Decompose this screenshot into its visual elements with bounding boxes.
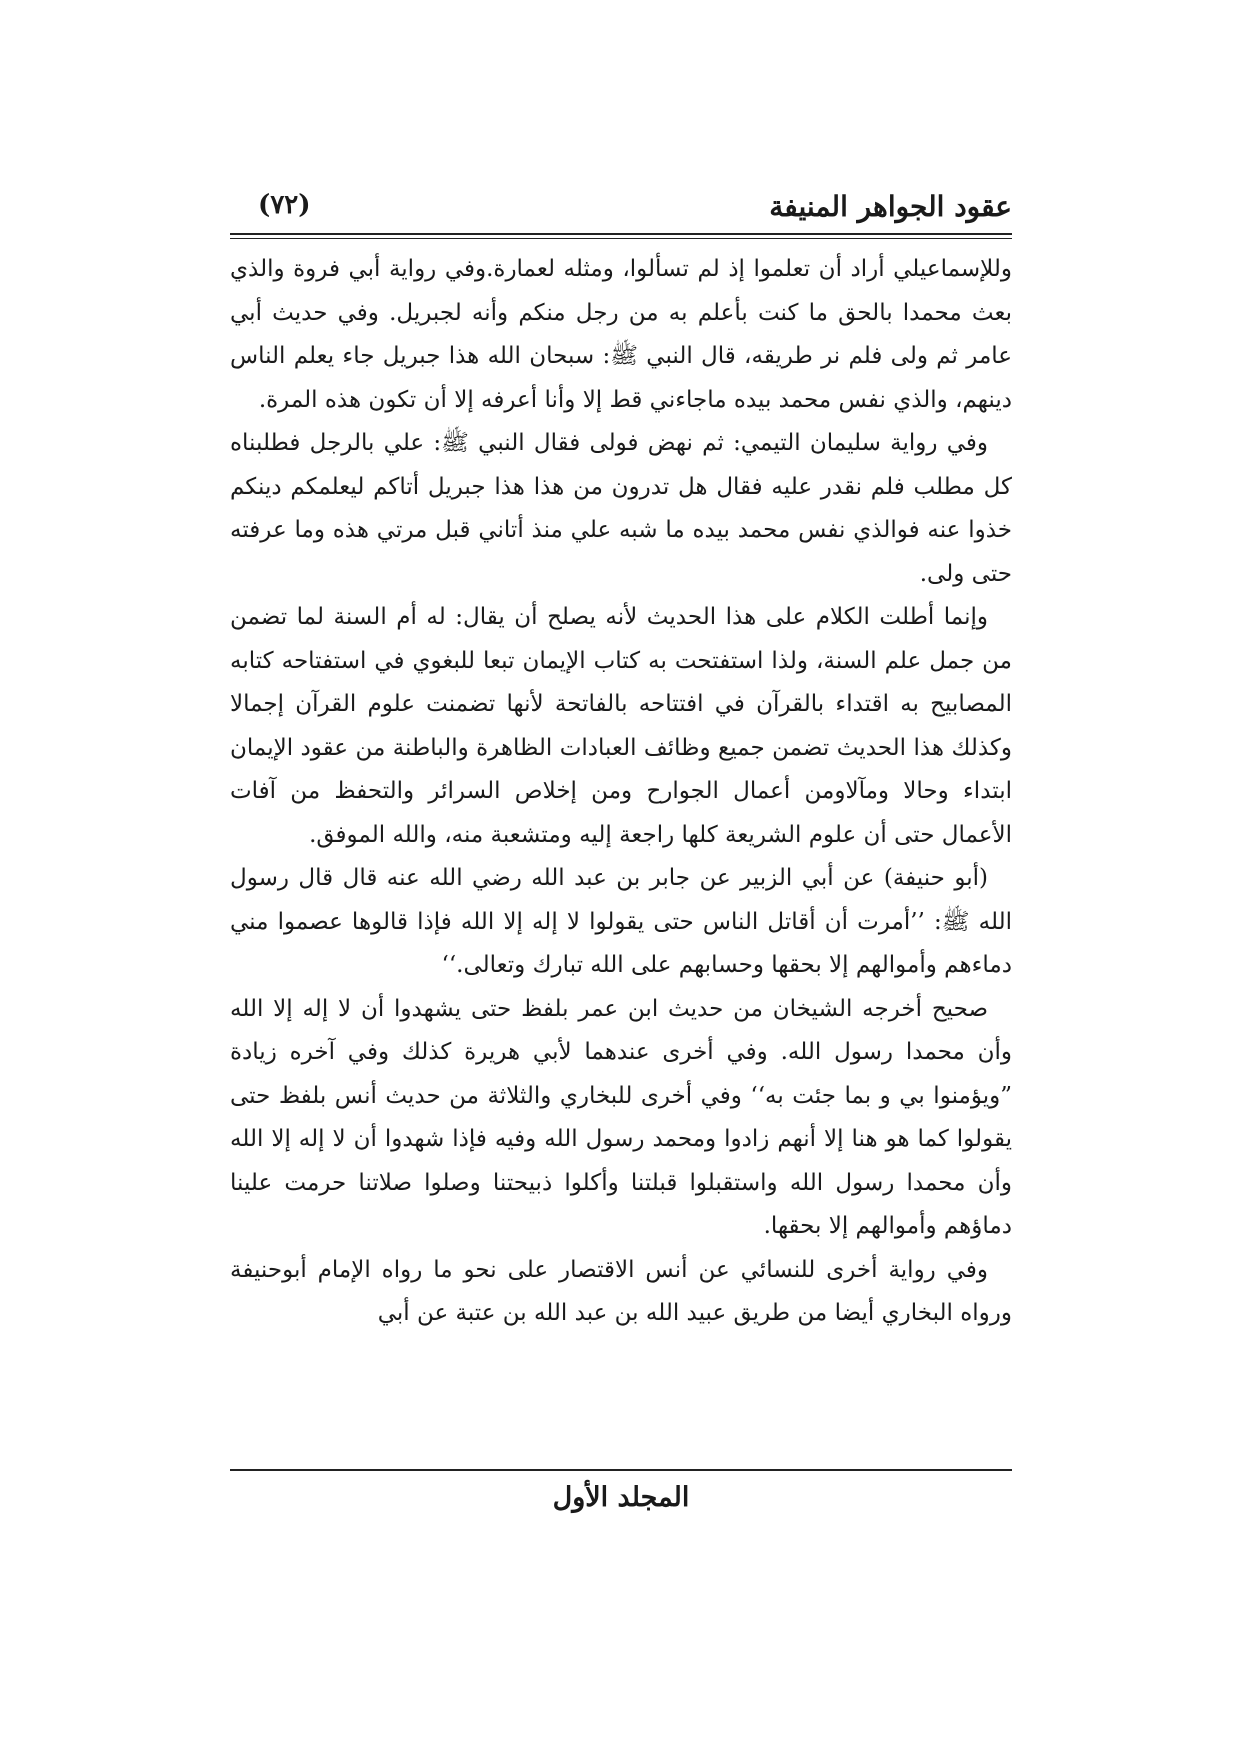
paragraph: وللإسماعيلي أراد أن تعلموا إذ لم تسألوا، ومثله لعمارة.وفي رواية أبي فروة والذي بعث محمدا بالحق ما كنت بأعلم به من رجل منكم وأنه لجبريل. وفي حديث أبي عامر ثم ولى فلم نر طريقه، قال النبي ﷺ: سبحان الله هذا جبريل جاء يعلم الناس دينهم، والذي نفس محمد بيده ماجاءني قط إلا وأنا أعرفه إلا أن تكون هذه المرة. xyxy=(230,256,1012,413)
footer-divider xyxy=(230,1469,1012,1471)
page-header xyxy=(230,186,1012,230)
body-text xyxy=(230,248,1012,1463)
paragraph: وفي رواية أخرى للنسائي عن أنس الاقتصار على نحو ما رواه الإمام أبوحنيفة ورواه البخاري أيضا من طريق عبيد الله بن عبد الله بن عتبة عن أبي xyxy=(230,1256,1012,1326)
paragraph: وإنما أطلت الكلام على هذا الحديث لأنه يصلح أن يقال: له أم السنة لما تضمن من جمل علم السنة، ولذا استفتحت به كتاب الإيمان تبعا للبغوي في استفتاحه كتابه المصابيح به اقتداء بالقرآن في افتتاحه بالفاتحة لأنها تضمنت علوم القرآن إجمالا وكذلك هذا الحديث تضمن جميع وظائف العبادات الظاهرة والباطنة من عقود الإيمان ابتداء وحالا ومآلاومن أعمال الجوارح ومن إخلاص السرائر والتحفظ من آفات الأعمال حتى أن علوم الشريعة كلها راجعة إليه ومتشعبة منه، والله الموفق. xyxy=(230,604,1012,848)
paragraph: وفي رواية سليمان التيمي: ثم نهض فولى فقال النبي ﷺ: علي بالرجل فطلبناه كل مطلب فلم نقدر عليه فقال هل تدرون من هذا هذا جبريل أتاكم ليعلمكم دينكم خذوا عنه فوالذي نفس محمد بيده ما شبه علي منذ أتاني قبل مرتي هذه وما عرفته حتى ولى. xyxy=(230,430,1012,587)
volume-label: المجلد الأول xyxy=(552,1482,690,1513)
header-divider xyxy=(230,233,1012,239)
paragraph: (أبو حنيفة) عن أبي الزبير عن جابر بن عبد الله رضي الله عنه قال قال رسول الله ﷺ: ’’أمرت أن أقاتل الناس حتى يقولوا لا إله إلا الله فإذا قالوها عصموا مني دماءهم وأموالهم إلا بحقها وحسابهم على الله تبارك وتعالى.‘‘ xyxy=(230,865,1012,978)
book-title: عقود الجواهر المنيفة xyxy=(769,190,1012,223)
paragraph: صحيح أخرجه الشيخان من حديث ابن عمر بلفظ حتى يشهدوا أن لا إله إلا الله وأن محمدا رسول الله. وفي أخرى عندهما لأبي هريرة كذلك وفي آخره زيادة ”ويؤمنوا بي و بما جئت به‘‘ وفي أخرى للبخاري والثلاثة من حديث أنس بلفظ حتى يقولوا كما هو هنا إلا أنهم زادوا ومحمد رسول الله وفيه فإذا شهدوا أن لا إله إلا الله وأن محمدا رسول الله واستقبلوا قبلتنا وأكلوا ذبيحتنا وصلوا صلاتنا حرمت علينا دماؤهم وأموالهم إلا بحقها. xyxy=(230,995,1012,1239)
page-number: (٧٢) xyxy=(258,190,311,220)
